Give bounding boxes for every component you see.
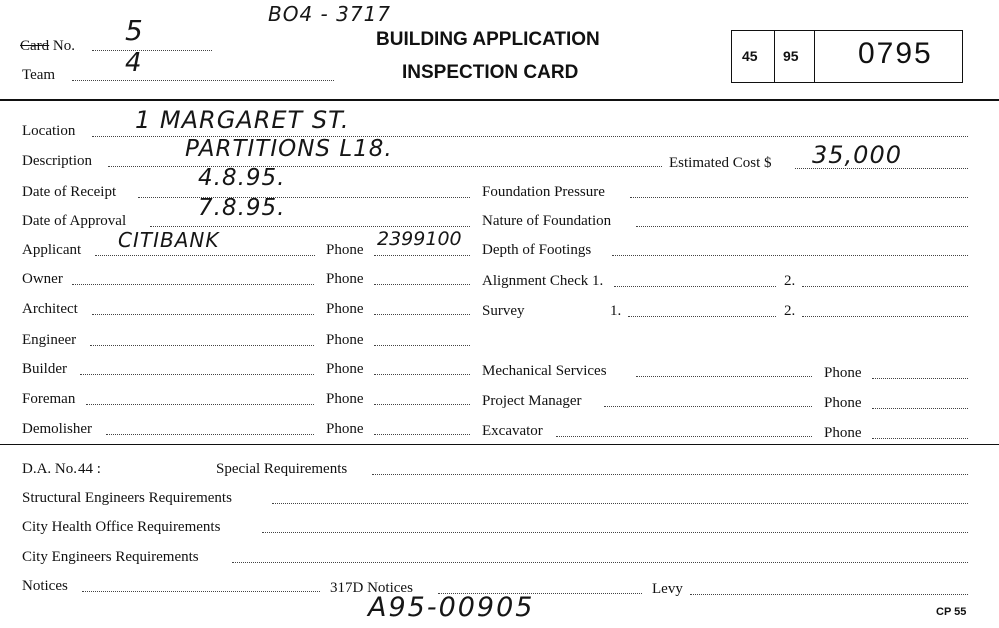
handwritten-reference: BO4 - 3717 — [268, 2, 392, 26]
owner-dots — [72, 284, 314, 285]
code-number: 0795 — [858, 37, 933, 70]
date-receipt-label: Date of Receipt — [22, 184, 117, 200]
alignment-check-1-dots — [614, 286, 776, 287]
depth-footings-dots — [612, 255, 968, 256]
depth-footings-label: Depth of Footings — [482, 242, 592, 258]
notices-dots — [82, 591, 320, 592]
foundation-pressure-label: Foundation Pressure — [482, 184, 605, 200]
special-requirements-dots — [372, 474, 968, 475]
city-engineers-label: City Engineers Requirements — [22, 549, 199, 565]
applicant-phone-label: Phone — [326, 242, 364, 258]
engineer-phone-dots — [374, 345, 470, 346]
date-approval-label: Date of Approval — [22, 213, 127, 229]
team-value: 4 — [125, 48, 143, 78]
nature-foundation-dots — [636, 226, 968, 227]
foreman-label: Foreman — [22, 391, 76, 407]
code-box-divider-1 — [774, 31, 775, 82]
survey-2-dots — [802, 316, 968, 317]
description-value: PARTITIONS L18. — [185, 136, 393, 162]
applicant-dots — [95, 255, 315, 256]
middle-divider — [0, 444, 999, 445]
excavator-label: Excavator — [482, 423, 543, 439]
builder-phone-label: Phone — [326, 361, 364, 377]
special-requirements-label: Special Requirements — [216, 461, 348, 477]
date-receipt-dots — [138, 197, 470, 198]
demolisher-phone-dots — [374, 434, 470, 435]
excavator-phone-label: Phone — [824, 425, 862, 441]
da-number-label: D.A. No. — [22, 461, 77, 477]
builder-label: Builder — [22, 361, 67, 377]
description-label: Description — [22, 153, 92, 169]
alignment-check-label: Alignment Check 1. — [482, 273, 604, 289]
card-word: Card — [20, 38, 50, 54]
foundation-pressure-dots — [630, 197, 968, 198]
estimated-cost-value: 35,000 — [812, 141, 902, 169]
survey-1-label: 1. — [610, 303, 622, 319]
location-label: Location — [22, 123, 76, 139]
code-box-divider-2 — [814, 31, 815, 82]
levy-dots — [690, 594, 968, 595]
foreman-phone-dots — [374, 404, 470, 405]
team-dots — [72, 80, 334, 81]
mechanical-services-phone-label: Phone — [824, 365, 862, 381]
engineer-dots — [90, 345, 314, 346]
card-no-suffix: No. — [49, 38, 76, 54]
date-approval-dots — [150, 226, 470, 227]
estimated-cost-label: Estimated Cost $ — [669, 155, 772, 171]
city-health-dots — [262, 532, 968, 533]
card-number-label — [20, 37, 75, 55]
header-divider — [0, 99, 999, 101]
city-health-label: City Health Office Requirements — [22, 519, 221, 535]
location-value: 1 MARGARET ST. — [135, 106, 350, 134]
alignment-check-2-label: 2. — [784, 273, 796, 289]
handwritten-application-number: A95-00905 — [368, 592, 535, 623]
title-line-2: INSPECTION CARD — [402, 62, 579, 83]
survey-label: Survey — [482, 303, 525, 319]
owner-label: Owner — [22, 271, 63, 287]
survey-2-label: 2. — [784, 303, 796, 319]
structural-engineers-label: Structural Engineers Requirements — [22, 490, 232, 506]
project-manager-phone-label: Phone — [824, 395, 862, 411]
code-cell-1: 45 — [742, 48, 758, 64]
city-engineers-dots — [232, 562, 968, 563]
engineer-label: Engineer — [22, 332, 77, 348]
excavator-phone-dots — [872, 438, 968, 439]
foreman-dots — [86, 404, 314, 405]
builder-phone-dots — [374, 374, 470, 375]
owner-phone-dots — [374, 284, 470, 285]
structural-engineers-dots — [272, 503, 968, 504]
card-number-value: 5 — [125, 14, 144, 47]
applicant-phone-dots — [374, 255, 470, 256]
description-dots — [108, 166, 662, 167]
architect-phone-dots — [374, 314, 470, 315]
date-approval-value: 7.8.95. — [198, 195, 286, 221]
applicant-label: Applicant — [22, 242, 82, 258]
notices-317d-label: 317D Notices — [330, 580, 413, 596]
date-receipt-value: 4.8.95. — [198, 165, 286, 191]
architect-label: Architect — [22, 301, 78, 317]
excavator-dots — [556, 436, 812, 437]
demolisher-dots — [106, 434, 314, 435]
builder-dots — [80, 374, 314, 375]
card-number-dots — [92, 50, 212, 51]
project-manager-phone-dots — [872, 408, 968, 409]
mechanical-services-dots — [636, 376, 812, 377]
owner-phone-label: Phone — [326, 271, 364, 287]
nature-foundation-label: Nature of Foundation — [482, 213, 612, 229]
applicant-phone-value: 2399100 — [377, 228, 462, 250]
da-number-value: 44 : — [78, 461, 101, 477]
mechanical-services-label: Mechanical Services — [482, 363, 607, 379]
architect-dots — [92, 314, 314, 315]
form-code: CP 55 — [936, 606, 967, 618]
demolisher-label: Demolisher — [22, 421, 92, 437]
mechanical-services-phone-dots — [872, 378, 968, 379]
levy-label: Levy — [652, 581, 683, 597]
engineer-phone-label: Phone — [326, 332, 364, 348]
notices-label: Notices — [22, 578, 68, 594]
alignment-check-2-dots — [802, 286, 968, 287]
title-line-1: BUILDING APPLICATION — [376, 29, 600, 50]
survey-1-dots — [628, 316, 776, 317]
demolisher-phone-label: Phone — [326, 421, 364, 437]
applicant-value: CITIBANK — [118, 228, 220, 252]
project-manager-dots — [604, 406, 812, 407]
team-label: Team — [22, 67, 56, 83]
project-manager-label: Project Manager — [482, 393, 582, 409]
code-cell-2: 95 — [783, 48, 799, 64]
foreman-phone-label: Phone — [326, 391, 364, 407]
architect-phone-label: Phone — [326, 301, 364, 317]
